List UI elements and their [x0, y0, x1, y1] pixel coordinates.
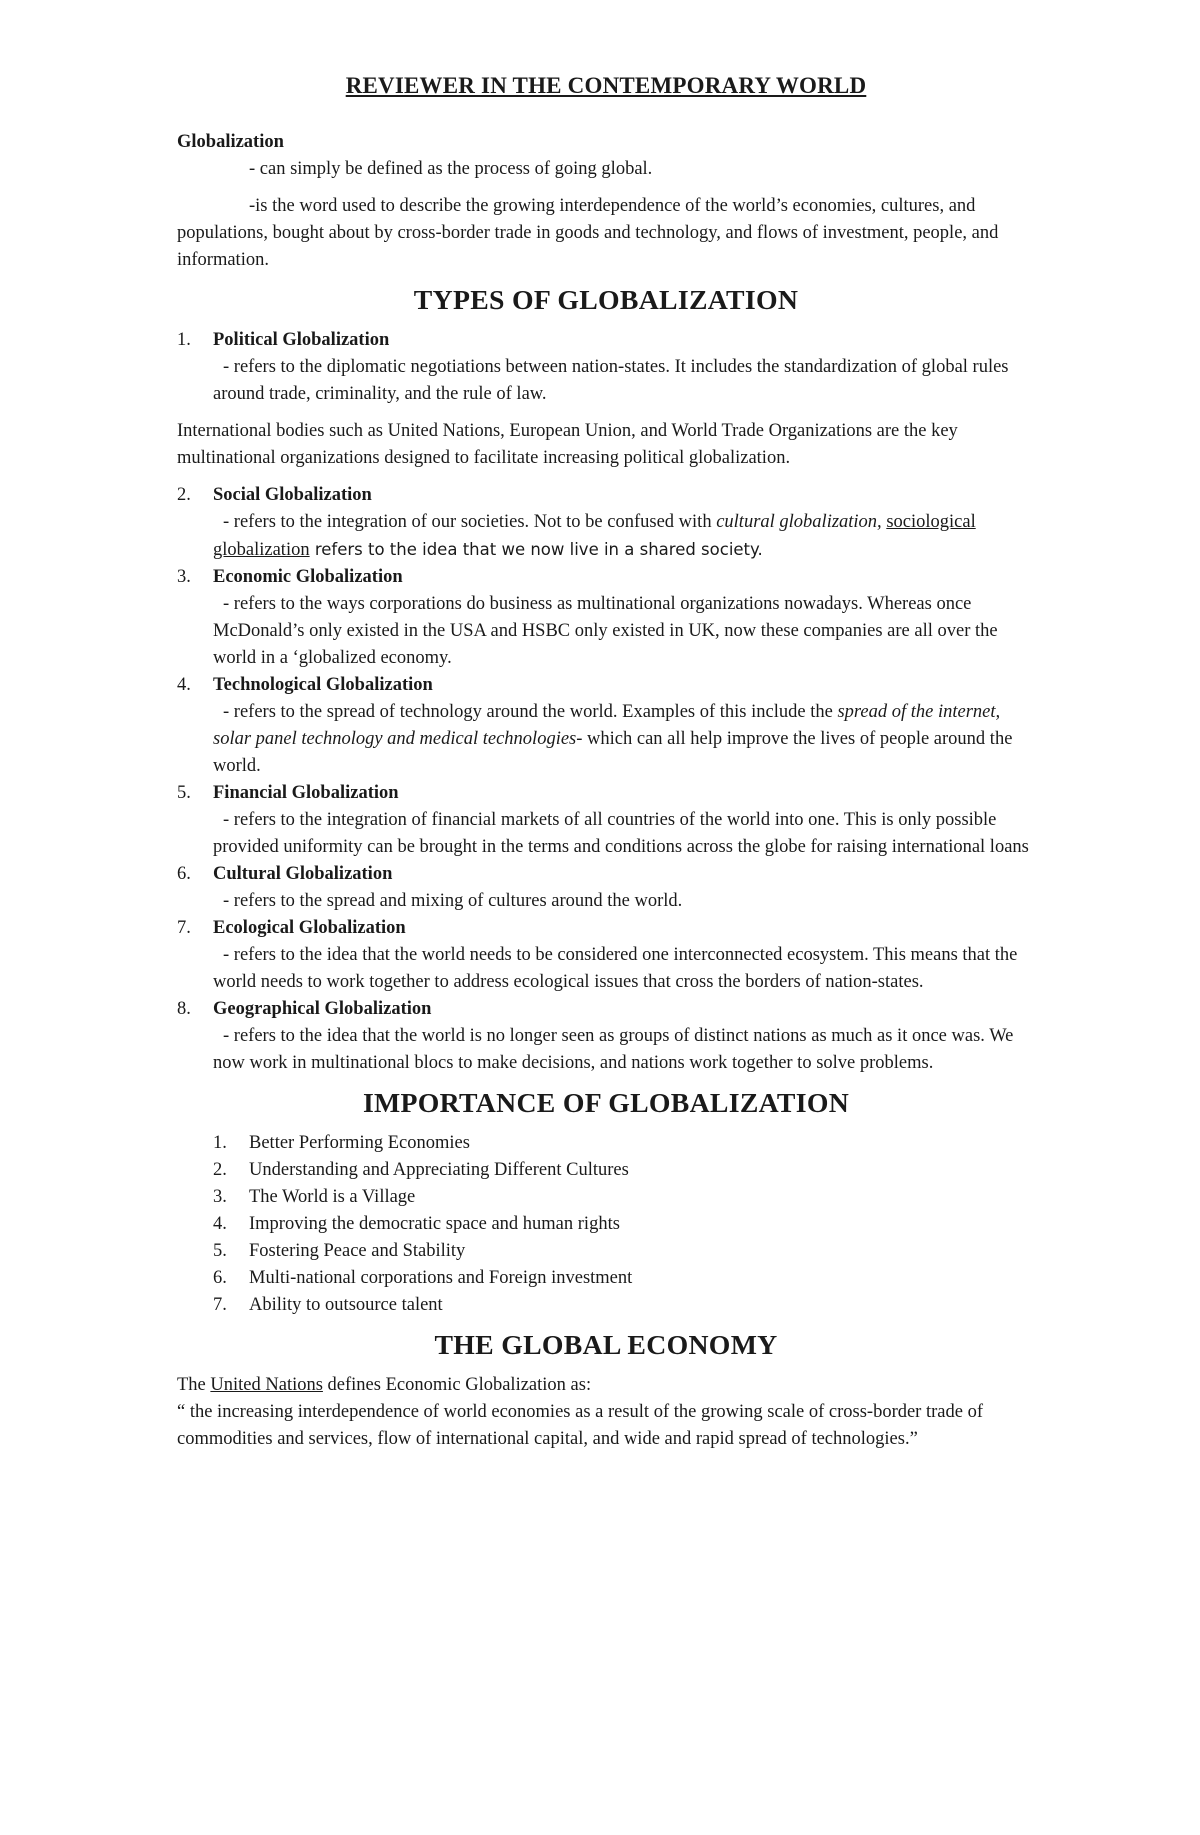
- importance-text: Improving the democratic space and human rights: [249, 1214, 620, 1234]
- type-number: 4.: [177, 675, 191, 695]
- globalization-term: Globalization: [177, 132, 284, 152]
- type-name: Social Globalization: [213, 485, 372, 505]
- united-nations-text: United Nations: [210, 1375, 323, 1395]
- un-definition-quote: “ the increasing interdependence of world economies as a result of the growing scale of cross-border trade of commodities and services, flow of international capital, and wide and rapid spread of technologies.”: [177, 1402, 983, 1449]
- type-item-cultural: [177, 861, 1035, 915]
- type-description: [213, 509, 1035, 564]
- global-economy-heading: THE GLOBAL ECONOMY: [434, 1330, 778, 1361]
- importance-list: [177, 1130, 1035, 1319]
- globalization-def-2: -is the word used to describe the growing interdependence of the world’s economies, cultures, and populations, bought about by cross-border trade in goods and technology, and flows of investment, people, and information.: [177, 196, 999, 270]
- type-description: - refers to the idea that the world is no longer seen as groups of distinct nations as much as it once was. We now work in multinational blocs to make decisions, and nations work together to solve problems.: [213, 1026, 1014, 1073]
- importance-number: 1.: [213, 1133, 227, 1153]
- importance-item: [213, 1292, 1035, 1319]
- un-definition-intro: [177, 1372, 1035, 1399]
- importance-number: 4.: [213, 1214, 227, 1234]
- type-item-financial: [177, 780, 1035, 861]
- type-number: 1.: [177, 330, 191, 350]
- importance-text: Fostering Peace and Stability: [249, 1241, 466, 1261]
- type-description: - refers to the spread and mixing of cultures around the world.: [223, 891, 683, 911]
- type-number: 6.: [177, 864, 191, 884]
- type-name: Geographical Globalization: [213, 999, 432, 1019]
- importance-item: [213, 1184, 1035, 1211]
- type-description: [213, 699, 1035, 780]
- type-item-geographical: [177, 996, 1035, 1077]
- type-description: - refers to the ways corporations do business as multinational organizations nowadays. Whereas once McDonald’s only existed in the USA and HSBC only existed in UK, now these companies are all over the world in a ‘globalized economy.: [213, 594, 998, 668]
- importance-number: 5.: [213, 1241, 227, 1261]
- importance-item: [213, 1157, 1035, 1184]
- desc-underlined-text: sociological globalization: [213, 512, 976, 560]
- types-list-a: [177, 327, 1035, 408]
- type-item-economic: [177, 564, 1035, 672]
- type-number: 5.: [177, 783, 191, 803]
- importance-heading: IMPORTANCE OF GLOBALIZATION: [362, 1088, 850, 1119]
- type-number: 7.: [177, 918, 191, 938]
- global-economy-section: [177, 1372, 1035, 1453]
- importance-number: 6.: [213, 1268, 227, 1288]
- document-body: [177, 72, 1035, 1453]
- importance-number: 2.: [213, 1160, 227, 1180]
- document-title: REVIEWER IN THE CONTEMPORARY WORLD: [345, 73, 867, 98]
- intro-text-end: defines Economic Globalization as:: [322, 1375, 592, 1395]
- importance-number: 7.: [213, 1295, 227, 1315]
- types-heading: TYPES OF GLOBALIZATION: [413, 285, 799, 316]
- type-description: - refers to the diplomatic negotiations between nation-states. It includes the standardization of global rules around trade, criminality, and the rule of law.: [213, 357, 1009, 404]
- importance-item: [213, 1211, 1035, 1238]
- type-name: Political Globalization: [213, 330, 390, 350]
- importance-item: [213, 1265, 1035, 1292]
- type-name: Financial Globalization: [213, 783, 399, 803]
- type-number: 2.: [177, 485, 191, 505]
- type-item-technological: [177, 672, 1035, 780]
- type-name: Technological Globalization: [213, 675, 433, 695]
- type-description: - refers to the integration of financial markets of all countries of the world into one. This is only possible provided uniformity can be brought in the terms and conditions across the globe for raising international loans: [213, 810, 1029, 857]
- type-name: Cultural Globalization: [213, 864, 393, 884]
- type-name: Ecological Globalization: [213, 918, 406, 938]
- intro-text: The: [177, 1375, 211, 1395]
- types-list-b: [177, 482, 1035, 1077]
- type-number: 3.: [177, 567, 191, 587]
- type-name: Economic Globalization: [213, 567, 403, 587]
- importance-number: 3.: [213, 1187, 227, 1207]
- type-item-ecological: [177, 915, 1035, 996]
- desc-italic-text: spread of the internet, solar panel technology and medical technologies: [213, 702, 1001, 749]
- desc-text-end: - which can all help improve the lives of people around the world.: [213, 729, 1013, 776]
- importance-text: Multi-national corporations and Foreign investment: [249, 1268, 633, 1288]
- importance-item: [213, 1238, 1035, 1265]
- importance-text: Understanding and Appreciating Different Cultures: [249, 1160, 629, 1180]
- type-item-political: [177, 327, 1035, 408]
- importance-item: [213, 1130, 1035, 1157]
- globalization-definition: [177, 129, 1035, 274]
- importance-text: The World is a Village: [249, 1187, 416, 1207]
- globalization-def-1: - can simply be defined as the process of going global.: [249, 159, 653, 179]
- importance-text: Better Performing Economies: [249, 1133, 470, 1153]
- desc-text: - refers to the spread of technology around the world. Examples of this include the: [223, 702, 838, 722]
- type-description: - refers to the idea that the world needs to be considered one interconnected ecosystem. This means that the world needs to work together to address ecological issues that cross the borders of nation-states.: [213, 945, 1018, 992]
- importance-text: Ability to outsource talent: [249, 1295, 443, 1315]
- desc-italic-text: cultural globalization,: [716, 512, 882, 532]
- desc-text: - refers to the integration of our societies. Not to be confused with: [223, 512, 717, 532]
- type-item-social: [177, 482, 1035, 564]
- international-bodies-paragraph: International bodies such as United Nations, European Union, and World Trade Organizations are the key multinational organizations designed to facilitate increasing political globalization.: [177, 421, 958, 468]
- desc-sans-text: refers to the idea that we now live in a shared society.: [309, 540, 763, 559]
- type-number: 8.: [177, 999, 191, 1019]
